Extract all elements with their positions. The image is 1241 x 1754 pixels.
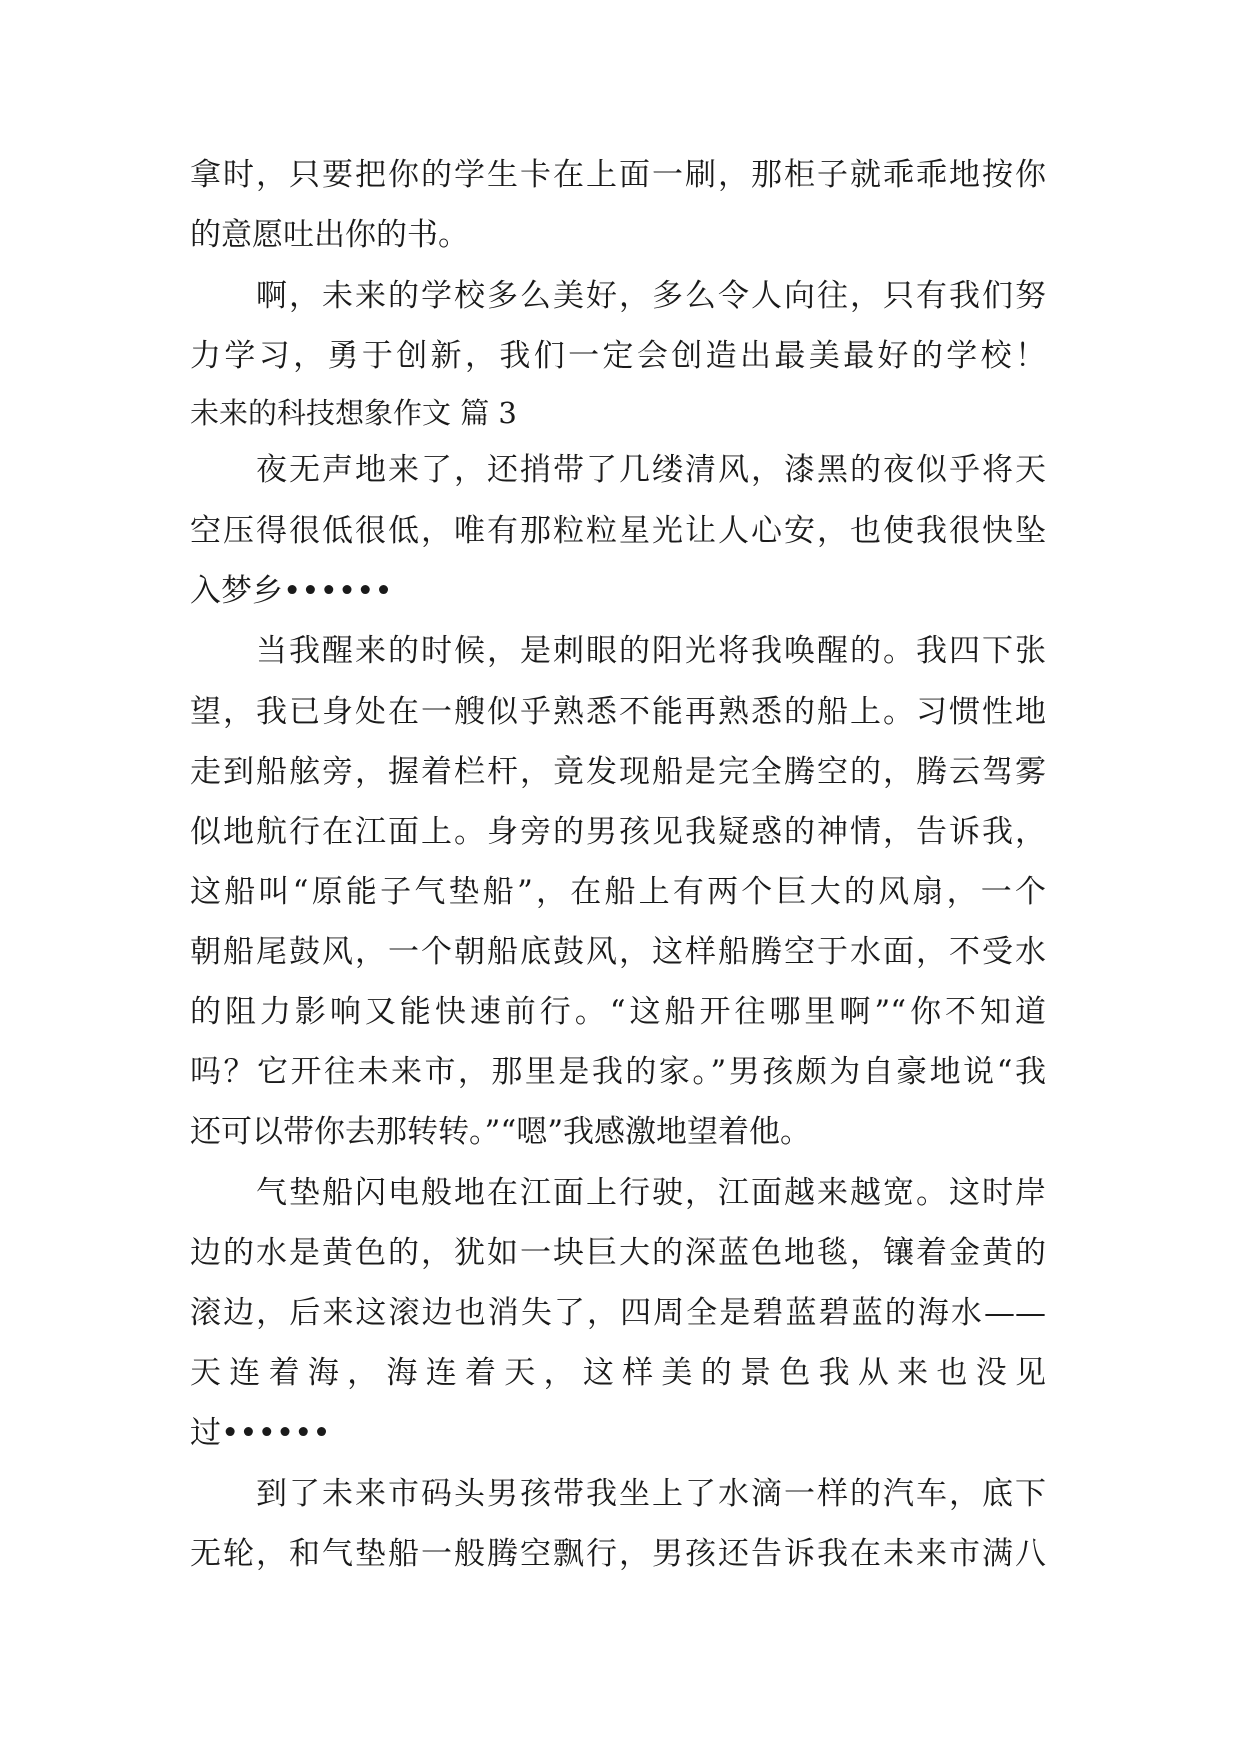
paragraph-line: 到了未来市码头男孩带我坐上了水滴一样的汽车，底下 — [256, 1476, 1046, 1512]
paragraph-line: 这船叫“原能子气垫船”，在船上有两个巨大的风扇，一个 — [190, 874, 1046, 910]
paragraph-line: 拿时，只要把你的学生卡在上面一刷，那柜子就乖乖地按你 — [190, 157, 1046, 193]
paragraph-line: 空压得很低很低，唯有那粒粒星光让人心安，也使我很快坠 — [190, 513, 1046, 549]
section-heading: 未来的科技想象作文 篇 3 — [190, 396, 517, 430]
paragraph-line: 无轮，和气垫船一般腾空飘行，男孩还告诉我在未来市满八 — [190, 1536, 1046, 1572]
paragraph-line: 入梦乡•••••• — [190, 573, 393, 609]
paragraph-line: 朝船尾鼓风，一个朝船底鼓风，这样船腾空于水面，不受水 — [190, 934, 1046, 970]
paragraph-line: 的阻力影响又能快速前行。“这船开往哪里啊”“你不知道 — [190, 994, 1046, 1030]
paragraph-line: 夜无声地来了，还捎带了几缕清风，漆黑的夜似乎将天 — [256, 452, 1046, 488]
paragraph-line: 气垫船闪电般地在江面上行驶，江面越来越宽。这时岸 — [256, 1175, 1046, 1211]
paragraph-line: 力学习，勇于创新，我们一定会创造出最美最好的学校！ — [190, 338, 1046, 374]
paragraph-line: 似地航行在江面上。身旁的男孩见我疑惑的神情，告诉我， — [190, 814, 1046, 850]
paragraph-line: 过•••••• — [190, 1415, 331, 1451]
paragraph-line: 的意愿吐出你的书。 — [190, 217, 469, 253]
paragraph-line: 边的水是黄色的，犹如一块巨大的深蓝色地毯，镶着金黄的 — [190, 1235, 1046, 1271]
paragraph-line: 当我醒来的时候，是刺眼的阳光将我唤醒的。我四下张 — [256, 633, 1046, 669]
paragraph-line: 吗？它开往未来市，那里是我的家。”男孩颇为自豪地说“我 — [190, 1054, 1046, 1090]
paragraph-line: 天连着海，海连着天，这样美的景色我从来也没见 — [190, 1355, 1046, 1391]
paragraph-line: 走到船舷旁，握着栏杆，竟发现船是完全腾空的，腾云驾雾 — [190, 754, 1046, 790]
paragraph-line: 滚边，后来这滚边也消失了，四周全是碧蓝碧蓝的海水—— — [190, 1295, 1046, 1331]
paragraph-line: 还可以带你去那转转。”“嗯”我感激地望着他。 — [190, 1114, 812, 1150]
paragraph-line: 啊，未来的学校多么美好，多么令人向往，只有我们努 — [256, 278, 1046, 314]
paragraph-line: 望，我已身处在一艘似乎熟悉不能再熟悉的船上。习惯性地 — [190, 694, 1046, 730]
